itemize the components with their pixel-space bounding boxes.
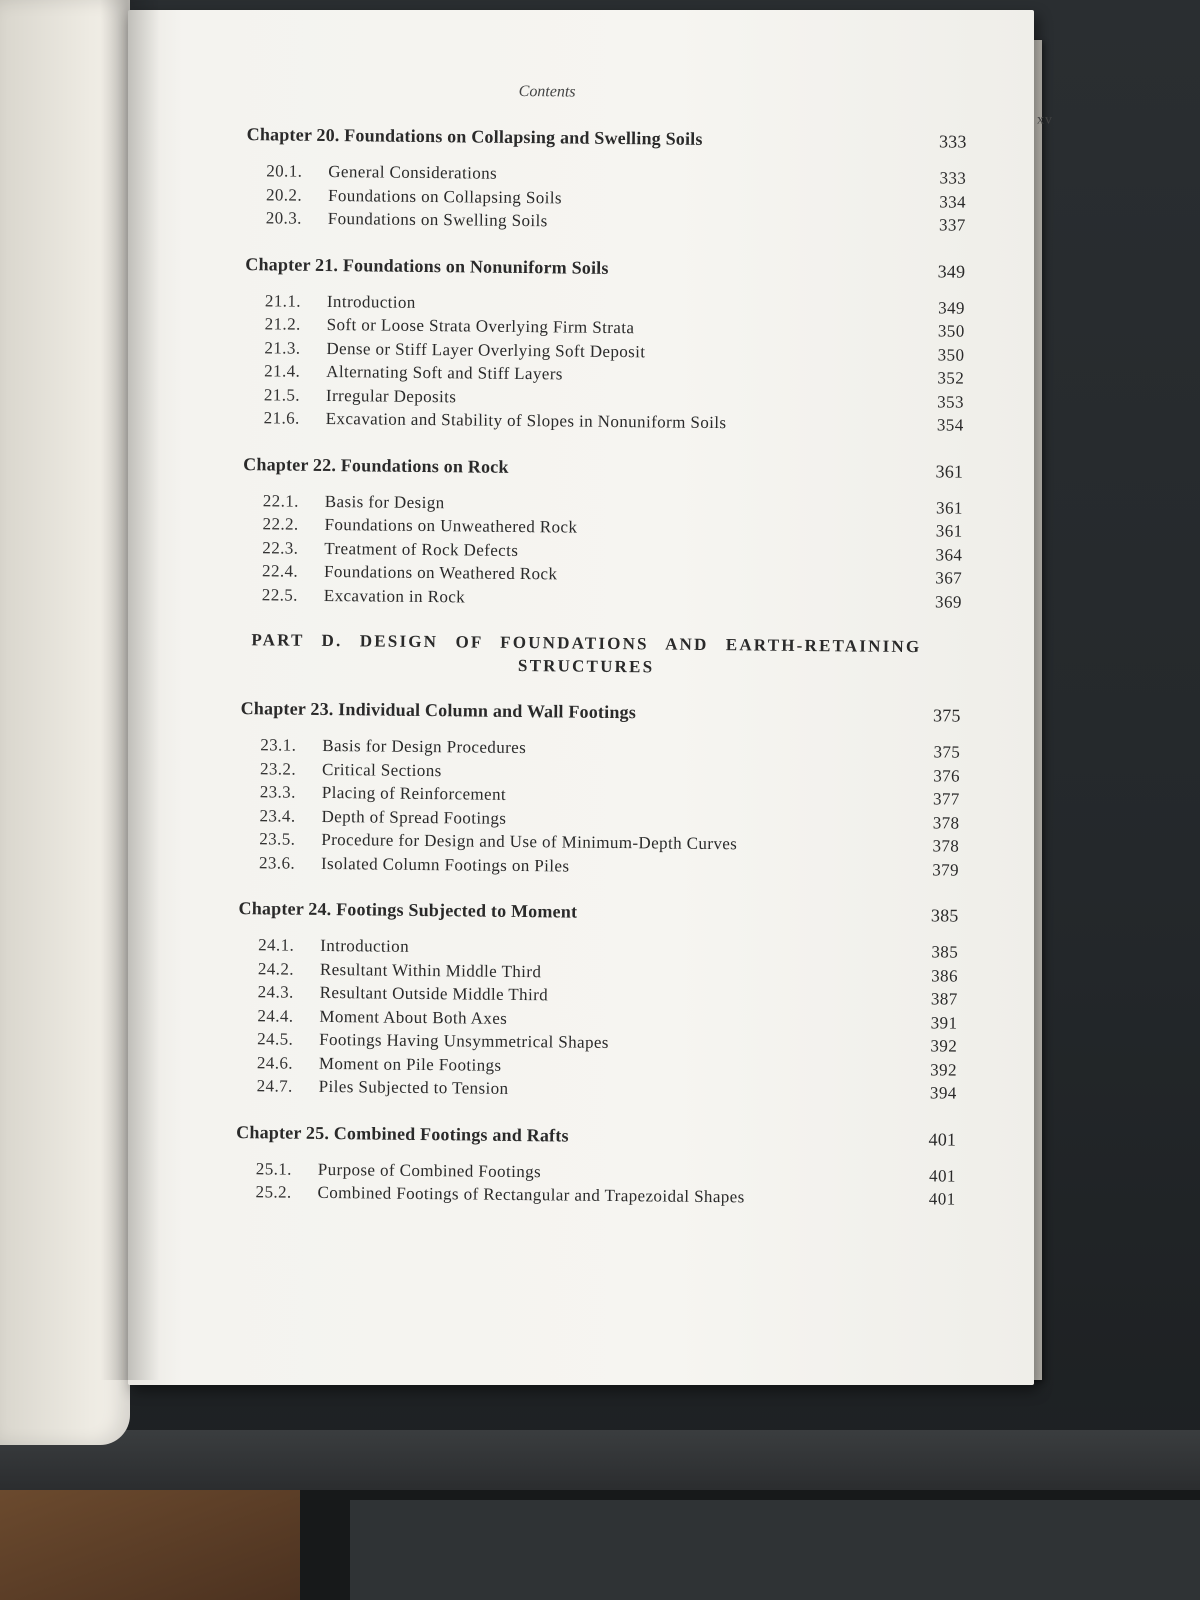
section-number: 23.2. bbox=[259, 758, 297, 779]
section-page: 378 bbox=[932, 812, 960, 833]
section-page: 391 bbox=[930, 1012, 958, 1033]
chapter-page: 375 bbox=[932, 705, 961, 726]
section-title: Isolated Column Footings on Piles bbox=[320, 853, 570, 876]
section-page: 352 bbox=[937, 368, 965, 388]
section-page: 361 bbox=[935, 521, 963, 541]
part-d-heading[interactable]: PART D. DESIGN OF FOUNDATIONS AND EARTH-RETAINING STRUCTURES bbox=[251, 630, 922, 677]
section-title: Foundations on Collapsing Soils bbox=[327, 185, 563, 207]
section-number: 22.4. bbox=[262, 561, 299, 581]
section-title: Foundations on Swelling Soils bbox=[327, 208, 548, 231]
section-page: 392 bbox=[930, 1036, 958, 1056]
section-page: 392 bbox=[930, 1059, 958, 1080]
section-number: 24.1. bbox=[258, 935, 295, 955]
chapter-page: 401 bbox=[928, 1128, 957, 1150]
section-page: 375 bbox=[933, 742, 961, 762]
chapter-page: 349 bbox=[937, 260, 966, 282]
shelf-edge bbox=[0, 1430, 1200, 1490]
chapter-title: Chapter 23. Individual Column and Wall Footings bbox=[240, 698, 637, 723]
contents-page bbox=[128, 10, 1053, 1385]
section-page: 401 bbox=[928, 1189, 956, 1209]
section-title: Resultant Within Middle Third bbox=[319, 959, 542, 981]
cardboard-box bbox=[0, 1490, 300, 1600]
section-number: 21.4. bbox=[264, 361, 301, 381]
chapter-21-sections bbox=[244, 289, 965, 438]
section-page: 361 bbox=[936, 497, 963, 518]
section-page: 334 bbox=[939, 191, 967, 212]
section-title: Foundations on Unweathered Rock bbox=[324, 514, 578, 537]
chapter-title: Chapter 21. Foundations on Nonuniform Soils bbox=[245, 253, 609, 278]
section-page: 353 bbox=[937, 391, 965, 412]
toc-chapter-20[interactable] bbox=[247, 124, 967, 153]
section-page: 376 bbox=[933, 765, 961, 786]
chapter-title: Chapter 25. Combined Footings and Rafts bbox=[236, 1121, 569, 1146]
section-number: 24.4. bbox=[257, 1005, 294, 1026]
section-number: 25.2. bbox=[255, 1182, 292, 1202]
section-number: 21.2. bbox=[264, 314, 301, 334]
section-number: 23.4. bbox=[259, 805, 296, 826]
section-number: 21.1. bbox=[264, 290, 302, 311]
section-title: Soft or Loose Strata Overlying Firm Strata bbox=[326, 314, 635, 338]
section-page: 349 bbox=[938, 297, 966, 318]
chapter-page: 385 bbox=[930, 905, 959, 926]
section-page: 333 bbox=[939, 168, 967, 188]
section-title: Depth of Spread Footings bbox=[321, 806, 507, 828]
section-title: Piles Subjected to Tension bbox=[318, 1076, 509, 1098]
section-number: 20.2. bbox=[265, 184, 303, 205]
chapter-25-sections bbox=[235, 1157, 955, 1212]
section-title: Footings Having Unsymmetrical Shapes bbox=[319, 1029, 609, 1052]
section-number: 24.7. bbox=[256, 1076, 293, 1096]
chapter-23-sections bbox=[239, 733, 960, 882]
section-title: Basis for Design bbox=[324, 491, 445, 512]
section-number: 20.3. bbox=[265, 208, 302, 228]
section-title: Introduction bbox=[326, 291, 416, 312]
section-number: 23.6. bbox=[258, 852, 296, 873]
section-page: 364 bbox=[935, 544, 963, 565]
section-page: 369 bbox=[935, 591, 962, 612]
section-title: Dense or Stiff Layer Overlying Soft Deposit bbox=[326, 338, 646, 361]
section-page: 401 bbox=[929, 1165, 956, 1186]
toc-chapter-23[interactable] bbox=[241, 698, 961, 727]
toc-chapter-21[interactable] bbox=[245, 254, 965, 283]
section-number: 25.1. bbox=[255, 1158, 292, 1179]
section-title: Purpose of Combined Footings bbox=[317, 1159, 542, 1181]
section-page: 378 bbox=[932, 836, 960, 856]
section-title: Introduction bbox=[320, 935, 410, 956]
section-number: 22.2. bbox=[262, 514, 299, 534]
chapter-page: 333 bbox=[938, 131, 967, 152]
section-number: 23.5. bbox=[259, 829, 296, 849]
section-number: 24.2. bbox=[257, 958, 295, 979]
section-page: 394 bbox=[929, 1083, 957, 1103]
section-title: Procedure for Design and Use of Minimum-Depth Curves bbox=[321, 829, 738, 854]
section-title: Alternating Soft and Stiff Layers bbox=[326, 361, 563, 384]
chapter-page: 361 bbox=[935, 460, 964, 482]
section-page: 379 bbox=[932, 859, 960, 880]
toc-chapter-25[interactable] bbox=[236, 1122, 956, 1151]
book-gutter-shadow bbox=[100, 0, 160, 1380]
page-folio: xv bbox=[1036, 112, 1053, 128]
section-page: 367 bbox=[935, 568, 963, 588]
chapter-20-sections bbox=[246, 159, 967, 237]
section-title: Moment on Pile Footings bbox=[318, 1053, 502, 1075]
chapter-title: Chapter 20. Foundations on Collapsing and Swelling Soils bbox=[246, 124, 703, 149]
section-page: 377 bbox=[932, 789, 960, 809]
section-number: 24.5. bbox=[257, 1029, 294, 1049]
section-number: 21.5. bbox=[263, 384, 301, 405]
section-page: 354 bbox=[936, 415, 964, 435]
chapter-24-sections bbox=[237, 933, 959, 1105]
section-number: 24.6. bbox=[256, 1052, 294, 1073]
section-title: Foundations on Weathered Rock bbox=[324, 561, 558, 584]
page-text-block bbox=[234, 6, 1053, 1389]
section-title: Excavation and Stability of Slopes in Nonuniform Soils bbox=[325, 408, 727, 433]
section-page: 350 bbox=[937, 344, 965, 365]
chapter-title: Chapter 22. Foundations on Rock bbox=[243, 453, 509, 477]
section-number: 22.1. bbox=[262, 490, 299, 511]
floor-panel bbox=[350, 1500, 1200, 1600]
section-page: 350 bbox=[937, 321, 965, 341]
section-title: Basis for Design Procedures bbox=[322, 735, 527, 758]
section-title: General Considerations bbox=[328, 161, 498, 183]
section-number: 22.3. bbox=[262, 537, 299, 558]
section-page: 386 bbox=[931, 965, 959, 986]
section-title: Critical Sections bbox=[321, 759, 442, 780]
section-page: 387 bbox=[930, 989, 958, 1009]
toc-chapter-22[interactable] bbox=[243, 454, 963, 483]
section-page: 385 bbox=[931, 942, 959, 962]
section-number: 21.6. bbox=[263, 408, 300, 428]
section-page: 337 bbox=[938, 215, 966, 235]
section-number: 21.3. bbox=[264, 337, 301, 358]
section-title: Resultant Outside Middle Third bbox=[319, 982, 549, 1005]
section-title: Treatment of Rock Defects bbox=[324, 538, 519, 560]
running-head: Contents bbox=[518, 82, 576, 101]
section-title: Combined Footings of Rectangular and Trapezoidal Shapes bbox=[317, 1182, 745, 1207]
section-title: Placing of Reinforcement bbox=[321, 782, 507, 804]
section-number: 20.1. bbox=[266, 161, 303, 181]
section-title: Irregular Deposits bbox=[325, 385, 457, 406]
section-number: 23.3. bbox=[259, 782, 296, 802]
chapter-title: Chapter 24. Footings Subjected to Moment bbox=[238, 898, 578, 922]
section-number: 22.5. bbox=[261, 584, 298, 605]
section-number: 23.1. bbox=[260, 735, 297, 755]
chapter-22-sections bbox=[242, 489, 963, 614]
toc-chapter-24[interactable] bbox=[238, 898, 958, 927]
section-number: 24.3. bbox=[257, 982, 294, 1002]
table-of-contents bbox=[235, 124, 966, 1211]
section-title: Moment About Both Axes bbox=[319, 1006, 508, 1028]
section-title: Excavation in Rock bbox=[323, 585, 466, 606]
